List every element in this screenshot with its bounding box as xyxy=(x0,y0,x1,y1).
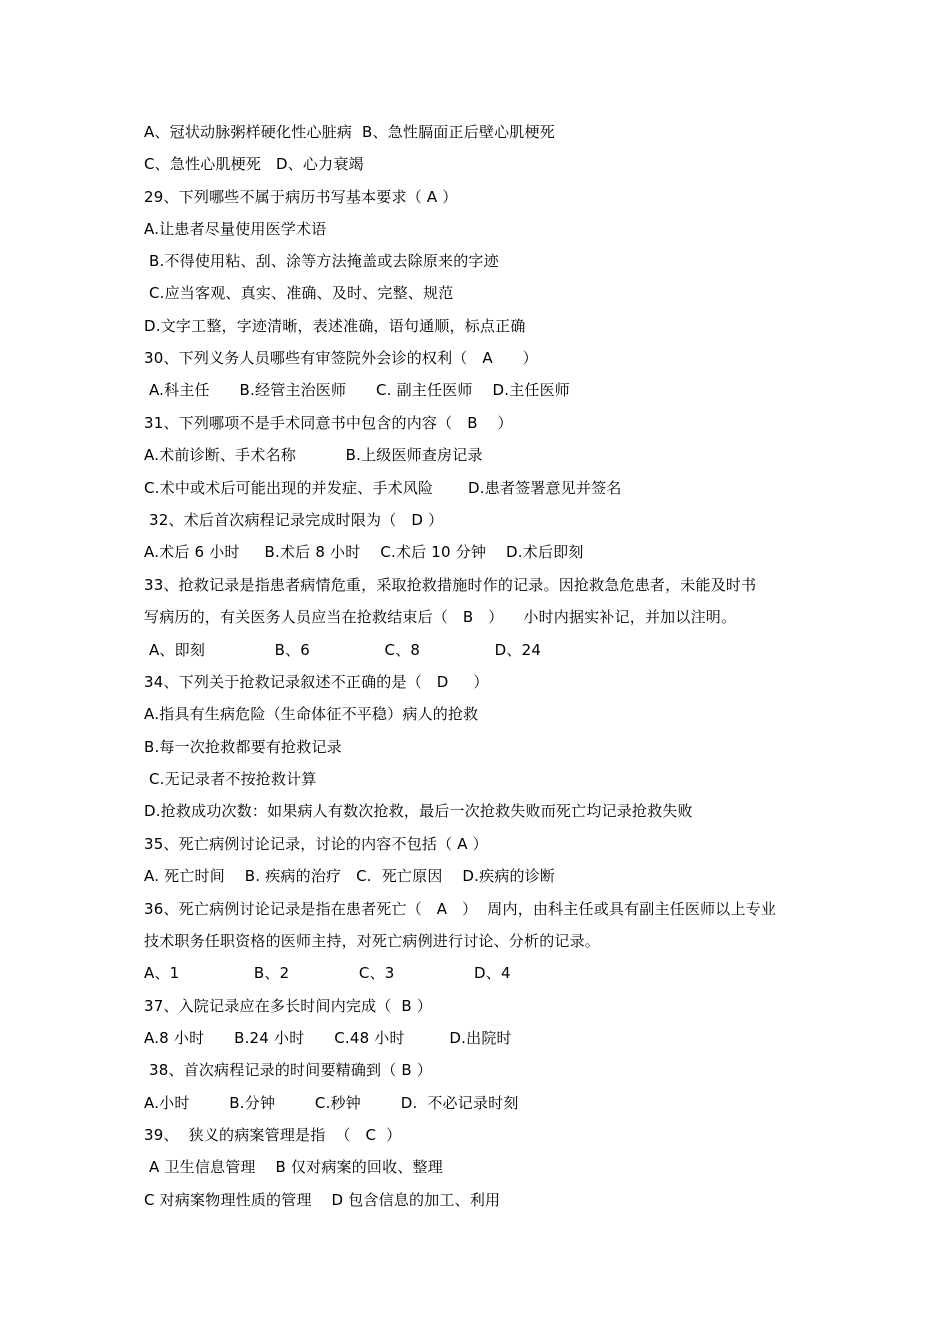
question-32: 32、术后首次病程记录完成时限为（ D ） xyxy=(144,511,444,529)
option-29-d: D.文字工整，字迹清晰，表述准确，语句通顺，标点正确 xyxy=(144,317,526,335)
options-35: A. 死亡时间 B. 疾病的治疗 C. 死亡原因 D.疾病的诊断 xyxy=(144,867,556,885)
options-39-ab: A 卫生信息管理 B 仅对病案的回收、整理 xyxy=(144,1158,443,1176)
options-30: A.科主任 B.经管主治医师 C. 副主任医师 D.主任医师 xyxy=(144,381,571,399)
option-line-28-cd: C、急性心肌梗死 D、心力衰竭 xyxy=(144,155,364,173)
question-36-line-1: 36、死亡病例讨论记录是指在患者死亡（ A ） 周内，由科主任或具有副主任医师以上专业 xyxy=(144,900,777,918)
question-39: 39、 狭义的病案管理是指 （ C ） xyxy=(144,1126,402,1144)
question-31: 31、下列哪项不是手术同意书中包含的内容（ B ） xyxy=(144,414,513,432)
options-33: A、即刻 B、6 C、8 D、24 xyxy=(144,641,542,659)
question-36-line-2: 技术职务任职资格的医师主持，对死亡病例进行讨论、分析的记录。 xyxy=(144,932,601,950)
question-33-line-2: 写病历的，有关医务人员应当在抢救结束后（ B ） 小时内据实补记，并加以注明。 xyxy=(144,608,737,626)
question-34: 34、下列关于抢救记录叙述不正确的是（ D ） xyxy=(144,673,489,691)
option-34-b: B.每一次抢救都要有抢救记录 xyxy=(144,738,342,756)
options-36: A、1 B、2 C、3 D、4 xyxy=(144,964,511,982)
question-30: 30、下列义务人员哪些有审签院外会诊的权利（ A ） xyxy=(144,349,538,367)
option-29-b: B.不得使用粘、刮、涂等方法掩盖或去除原来的字迹 xyxy=(144,252,499,270)
question-33-line-1: 33、抢救记录是指患者病情危重，采取抢救措施时作的记录。因抢救急危患者，未能及时书 xyxy=(144,576,757,594)
options-31-cd: C.术中或术后可能出现的并发症、手术风险 D.患者签署意见并签名 xyxy=(144,479,622,497)
options-39-cd: C 对病案物理性质的管理 D 包含信息的加工、利用 xyxy=(144,1191,501,1209)
options-31-ab: A.术前诊断、手术名称 B.上级医师查房记录 xyxy=(144,446,483,464)
question-38: 38、首次病程记录的时间要精确到（ B ） xyxy=(144,1061,433,1079)
option-34-d: D.抢救成功次数：如果病人有数次抢救，最后一次抢救失败而死亡均记录抢救失败 xyxy=(144,802,693,820)
option-34-c: C.无记录者不按抢救计算 xyxy=(144,770,317,788)
options-32: A.术后 6 小时 B.术后 8 小时 C.术后 10 分钟 D.术后即刻 xyxy=(144,543,584,561)
option-29-c: C.应当客观、真实、准确、及时、完整、规范 xyxy=(144,284,454,302)
option-line-28-ab: A、冠状动脉粥样硬化性心脏病 B、急性膈面正后壁心肌梗死 xyxy=(144,123,555,141)
question-29: 29、下列哪些不属于病历书写基本要求（ A ） xyxy=(144,188,458,206)
options-37: A.8 小时 B.24 小时 C.48 小时 D.出院时 xyxy=(144,1029,512,1047)
options-38: A.小时 B.分钟 C.秒钟 D. 不必记录时刻 xyxy=(144,1094,519,1112)
option-29-a: A.让患者尽量使用医学术语 xyxy=(144,220,327,238)
option-34-a: A.指具有生病危险（生命体征不平稳）病人的抢救 xyxy=(144,705,479,723)
question-37: 37、入院记录应在多长时间内完成（ B ） xyxy=(144,997,433,1015)
question-35: 35、死亡病例讨论记录，讨论的内容不包括（ A ） xyxy=(144,835,488,853)
